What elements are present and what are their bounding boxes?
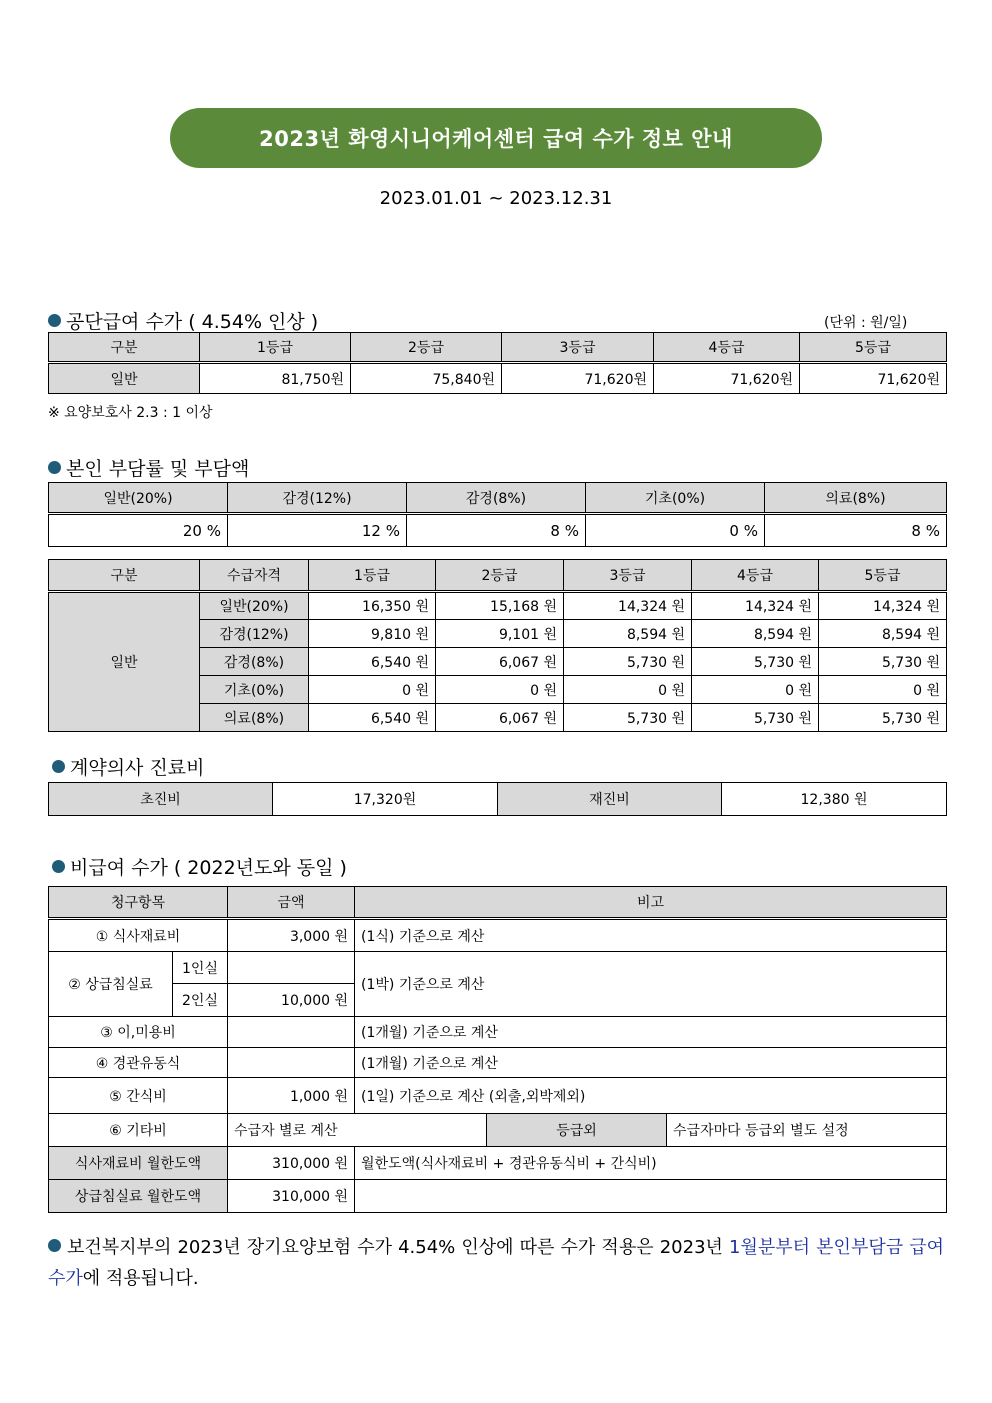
doctor-fee-table xyxy=(48,782,947,816)
header-cell: 비고 xyxy=(355,887,947,919)
qualification-cell: 의료(8%) xyxy=(200,704,309,732)
revisit-value: 12,380 원 xyxy=(722,783,947,816)
section-3-heading xyxy=(52,753,205,780)
value-cell: 0 % xyxy=(586,514,765,547)
header-cell: 수급자격 xyxy=(200,560,309,592)
section-3-title: 계약의사 진료비 xyxy=(70,757,205,779)
header-cell: 1등급 xyxy=(200,333,351,363)
header-cell: 기초(0%) xyxy=(586,483,765,514)
value-cell: 9,810 원 xyxy=(309,620,436,648)
public-benefit-table xyxy=(48,332,947,394)
row-label: 일반 xyxy=(49,363,200,394)
bullet-icon xyxy=(48,461,61,474)
note-etc: 수급자마다 등급외 별도 설정 xyxy=(667,1114,947,1147)
value-cell: 6,540 원 xyxy=(309,704,436,732)
item-room: ② 상급침실료 xyxy=(49,952,173,1017)
header-cell: 4등급 xyxy=(654,333,800,363)
value-cell: 6,540 원 xyxy=(309,648,436,676)
header-cell: 5등급 xyxy=(819,560,947,592)
amount-room-limit: 310,000 원 xyxy=(228,1180,355,1213)
header-cell: 3등급 xyxy=(502,333,654,363)
amount-tube-feeding xyxy=(228,1048,355,1078)
footer-highlight-scope: 본인부담금 급여 수가 xyxy=(48,1237,945,1289)
footer-note xyxy=(48,1232,944,1294)
item-tube-feeding: ④ 경관유동식 xyxy=(49,1048,228,1078)
amount-room-double: 10,000 원 xyxy=(228,984,355,1017)
section-4-heading xyxy=(52,853,347,880)
header-cell: 금액 xyxy=(228,887,355,919)
page-title: 2023년 화영시니어케어센터 급여 수가 정보 안내 xyxy=(259,127,733,151)
period: 2023.01.01 ~ 2023.12.31 xyxy=(379,188,613,209)
value-cell: 71,620원 xyxy=(654,363,800,394)
amount-room-single xyxy=(228,952,355,984)
value-cell: 8,594 원 xyxy=(819,620,947,648)
value-cell: 6,067 원 xyxy=(436,704,564,732)
header-cell: 의료(8%) xyxy=(765,483,947,514)
value-cell: 5,730 원 xyxy=(564,704,692,732)
note-meal: (1식) 기준으로 계산 xyxy=(355,919,947,952)
header-cell: 1등급 xyxy=(309,560,436,592)
note-meal-limit: 월한도액(식사재료비 + 경관유동식비 + 간식비) xyxy=(355,1147,947,1180)
value-cell: 75,840원 xyxy=(351,363,502,394)
item-snack: ⑤ 간식비 xyxy=(49,1078,228,1114)
header-cell: 감경(12%) xyxy=(228,483,407,514)
qualification-cell: 감경(12%) xyxy=(200,620,309,648)
qualification-cell: 감경(8%) xyxy=(200,648,309,676)
title-banner xyxy=(170,108,822,168)
staff-ratio-note: ※ 요양보호사 2.3 : 1 이상 xyxy=(48,405,213,421)
room-double-label: 2인실 xyxy=(173,984,228,1017)
bullet-icon xyxy=(52,860,65,873)
value-cell: 8,594 원 xyxy=(564,620,692,648)
section-4-title: 비급여 수가 ( 2022년도와 동일 ) xyxy=(70,857,347,879)
value-cell: 71,620원 xyxy=(800,363,947,394)
value-cell: 6,067 원 xyxy=(436,648,564,676)
value-cell: 8,594 원 xyxy=(692,620,819,648)
section-1-title: 공단급여 수가 ( 4.54% 인상 ) xyxy=(66,311,319,333)
item-meal-limit: 식사재료비 월한도액 xyxy=(49,1147,228,1180)
item-etc: ⑥ 기타비 xyxy=(49,1114,228,1147)
item-hair: ③ 이,미용비 xyxy=(49,1017,228,1048)
value-cell: 5,730 원 xyxy=(564,648,692,676)
first-visit-value: 17,320원 xyxy=(273,783,498,816)
section-2-heading xyxy=(48,454,249,481)
value-cell: 9,101 원 xyxy=(436,620,564,648)
value-cell: 5,730 원 xyxy=(819,704,947,732)
room-single-label: 1인실 xyxy=(173,952,228,984)
value-cell: 16,350 원 xyxy=(309,592,436,620)
header-cell: 3등급 xyxy=(564,560,692,592)
value-cell: 12 % xyxy=(228,514,407,547)
copay-amount-table xyxy=(48,559,947,732)
value-cell: 15,168 원 xyxy=(436,592,564,620)
item-meal: ① 식사재료비 xyxy=(49,919,228,952)
header-cell: 5등급 xyxy=(800,333,947,363)
section-2-title: 본인 부담률 및 부담액 xyxy=(66,458,250,480)
footer-highlight-month: 1월분부터 xyxy=(729,1237,811,1258)
footer-text-b: 에 적용됩니다. xyxy=(82,1268,199,1289)
value-cell: 0 원 xyxy=(309,676,436,704)
header-cell: 2등급 xyxy=(351,333,502,363)
value-cell: 0 원 xyxy=(436,676,564,704)
value-cell: 14,324 원 xyxy=(819,592,947,620)
group-label: 일반 xyxy=(49,592,200,732)
value-cell: 8 % xyxy=(765,514,947,547)
non-covered-table xyxy=(48,886,947,1213)
note-snack: (1일) 기준으로 계산 (외출,외박제외) xyxy=(355,1078,947,1114)
value-cell: 20 % xyxy=(49,514,228,547)
bullet-icon xyxy=(48,314,61,327)
header-cell: 일반(20%) xyxy=(49,483,228,514)
header-cell: 4등급 xyxy=(692,560,819,592)
copay-rate-table xyxy=(48,482,947,547)
value-cell: 0 원 xyxy=(564,676,692,704)
qualification-cell: 기초(0%) xyxy=(200,676,309,704)
header-cell: 감경(8%) xyxy=(407,483,586,514)
value-cell: 8 % xyxy=(407,514,586,547)
value-cell: 81,750원 xyxy=(200,363,351,394)
value-cell: 5,730 원 xyxy=(819,648,947,676)
value-cell: 5,730 원 xyxy=(692,648,819,676)
note-room: (1박) 기준으로 계산 xyxy=(355,952,947,1017)
note-tube-feeding: (1개월) 기준으로 계산 xyxy=(355,1048,947,1078)
header-cell: 2등급 xyxy=(436,560,564,592)
header-cell: 구분 xyxy=(49,560,200,592)
amount-meal-limit: 310,000 원 xyxy=(228,1147,355,1180)
footer-text-a: 보건복지부의 2023년 장기요양보험 수가 4.54% 인상에 따른 수가 적용은 2023년 xyxy=(67,1237,730,1258)
item-room-limit: 상급침실료 월한도액 xyxy=(49,1180,228,1213)
unit-label: (단위 : 원/일) xyxy=(824,315,908,331)
amount-etc: 수급자 별로 계산 xyxy=(228,1114,487,1147)
revisit-label: 재진비 xyxy=(498,783,722,816)
first-visit-label: 초진비 xyxy=(49,783,273,816)
note-hair: (1개월) 기준으로 계산 xyxy=(355,1017,947,1048)
header-cell: 구분 xyxy=(49,333,200,363)
amount-meal: 3,000 원 xyxy=(228,919,355,952)
amount-snack: 1,000 원 xyxy=(228,1078,355,1114)
value-cell: 0 원 xyxy=(819,676,947,704)
section-1-heading xyxy=(48,307,318,334)
value-cell: 14,324 원 xyxy=(564,592,692,620)
header-cell: 청구항목 xyxy=(49,887,228,919)
bullet-icon xyxy=(48,1239,61,1252)
qualification-cell: 일반(20%) xyxy=(200,592,309,620)
value-cell: 71,620원 xyxy=(502,363,654,394)
etc-grade-label: 등급외 xyxy=(487,1114,667,1147)
amount-hair xyxy=(228,1017,355,1048)
bullet-icon xyxy=(52,760,65,773)
value-cell: 14,324 원 xyxy=(692,592,819,620)
value-cell: 5,730 원 xyxy=(692,704,819,732)
value-cell: 0 원 xyxy=(692,676,819,704)
note-room-limit xyxy=(355,1180,947,1213)
